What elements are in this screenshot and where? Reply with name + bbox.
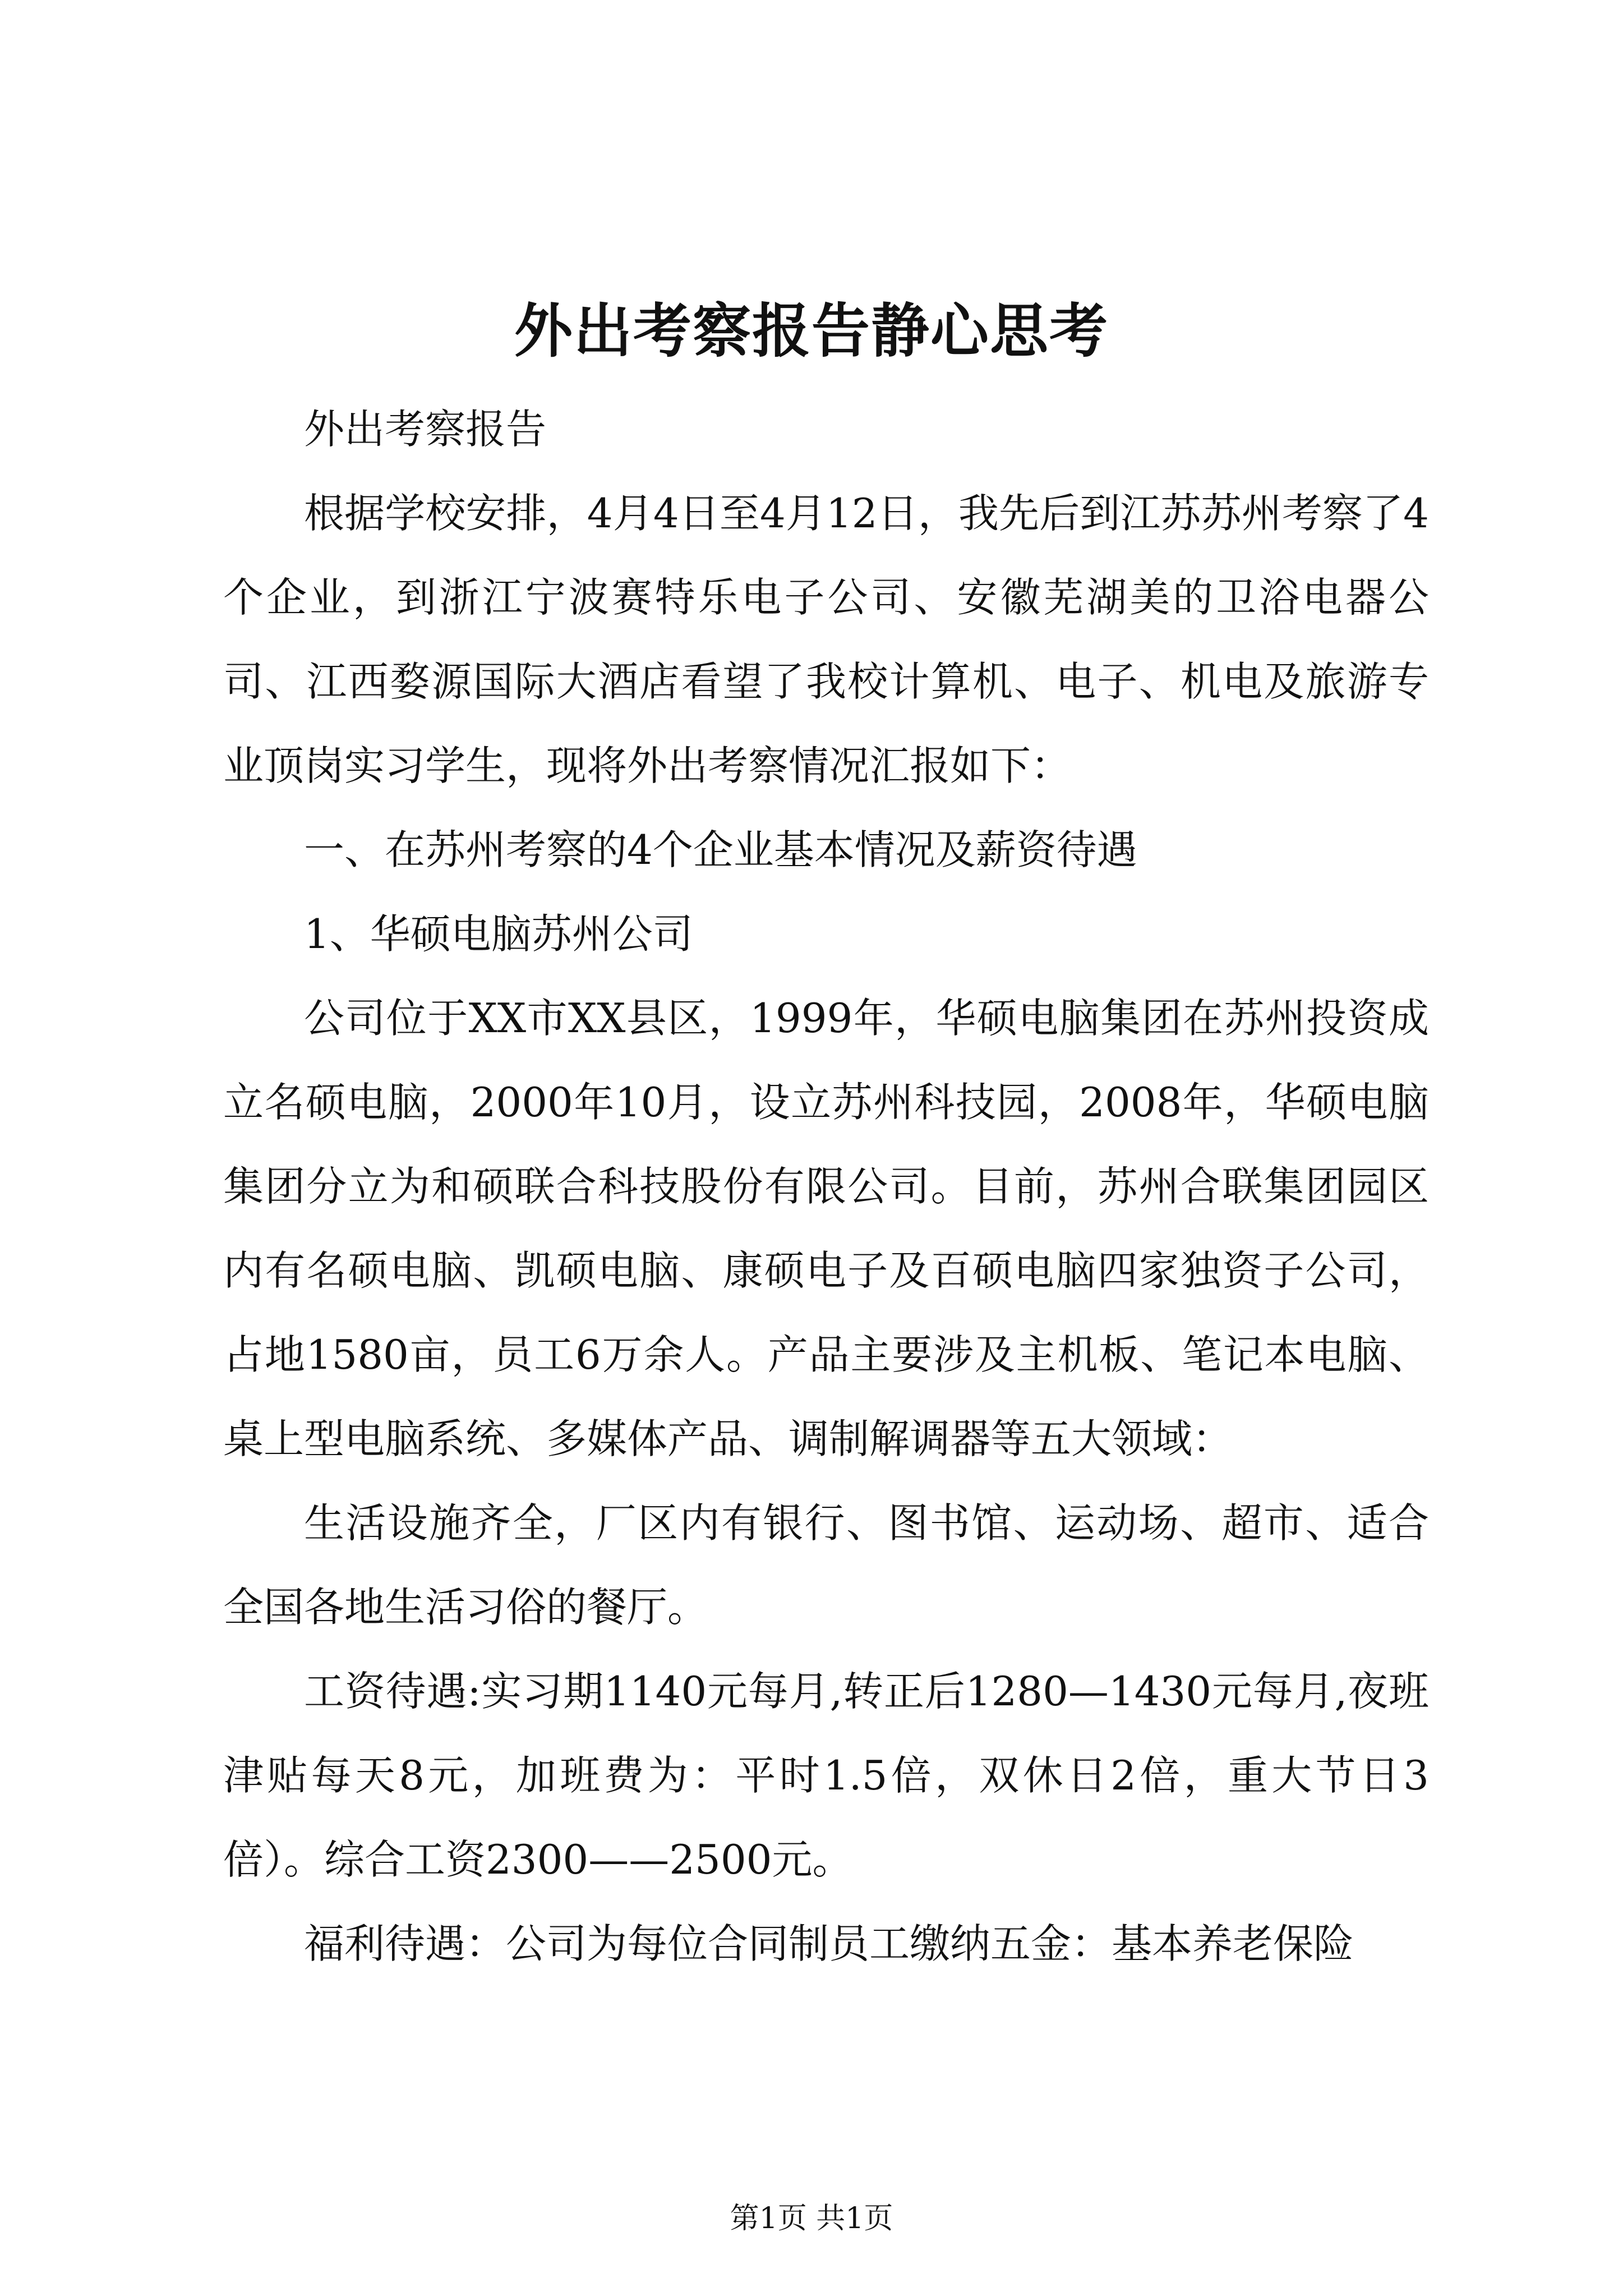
document-title: 外出考察报告静心思考 — [514, 296, 1109, 365]
section-heading: 一、在苏州考察的4个企业基本情况及薪资待遇 — [304, 826, 1137, 873]
paragraph-heading: 外出考察报告 — [304, 406, 547, 453]
paragraph-intro: 根据学校安排，4月4日至4月12日，我先后到江苏苏州考察了4个企业，到浙江宁波赛特乐电子公司、安徽芜湖美的卫浴电器公司、江西婺源国际大酒店看望了我校计算机、电子、机电及旅游专业顶岗实习学生，现将外出考察情况汇报如下： — [223, 490, 1429, 789]
page-footer: 第1页 共1页 — [730, 2202, 893, 2235]
subsection-heading: 1、华硕电脑苏州公司 — [304, 910, 693, 958]
paragraph-company: 公司位于XX市XX县区，1999年，华硕电脑集团在苏州投资成立名硕电脑，2000年10月，设立苏州科技园，2008年，华硕电脑集团分立为和硕联合科技股份有限公司。目前，苏州合联集团园区内有名硕电脑、凯硕电脑、康硕电子及百硕电脑四家独资子公司，占地1580亩，员工6万余人。产品主要涉及主机板、笔记本电脑、桌上型电脑系统、多媒体产品、调制解调器等五大领域： — [223, 995, 1429, 1462]
paragraph-wages: 工资待遇:实习期1140元每月,转正后1280—1430元每月,夜班津贴每天8元，加班费为：平时1.5倍，双休日2倍，重大节日3倍）。综合工资2300——2500元。 — [223, 1668, 1429, 1883]
document-body — [223, 387, 1429, 1986]
paragraph-facilities: 生活设施齐全，厂区内有银行、图书馆、运动场、超市、适合全国各地生活习俗的餐厅。 — [223, 1499, 1429, 1631]
paragraph-benefits: 福利待遇：公司为每位合同制员工缴纳五金：基本养老保险 — [304, 1920, 1354, 1967]
